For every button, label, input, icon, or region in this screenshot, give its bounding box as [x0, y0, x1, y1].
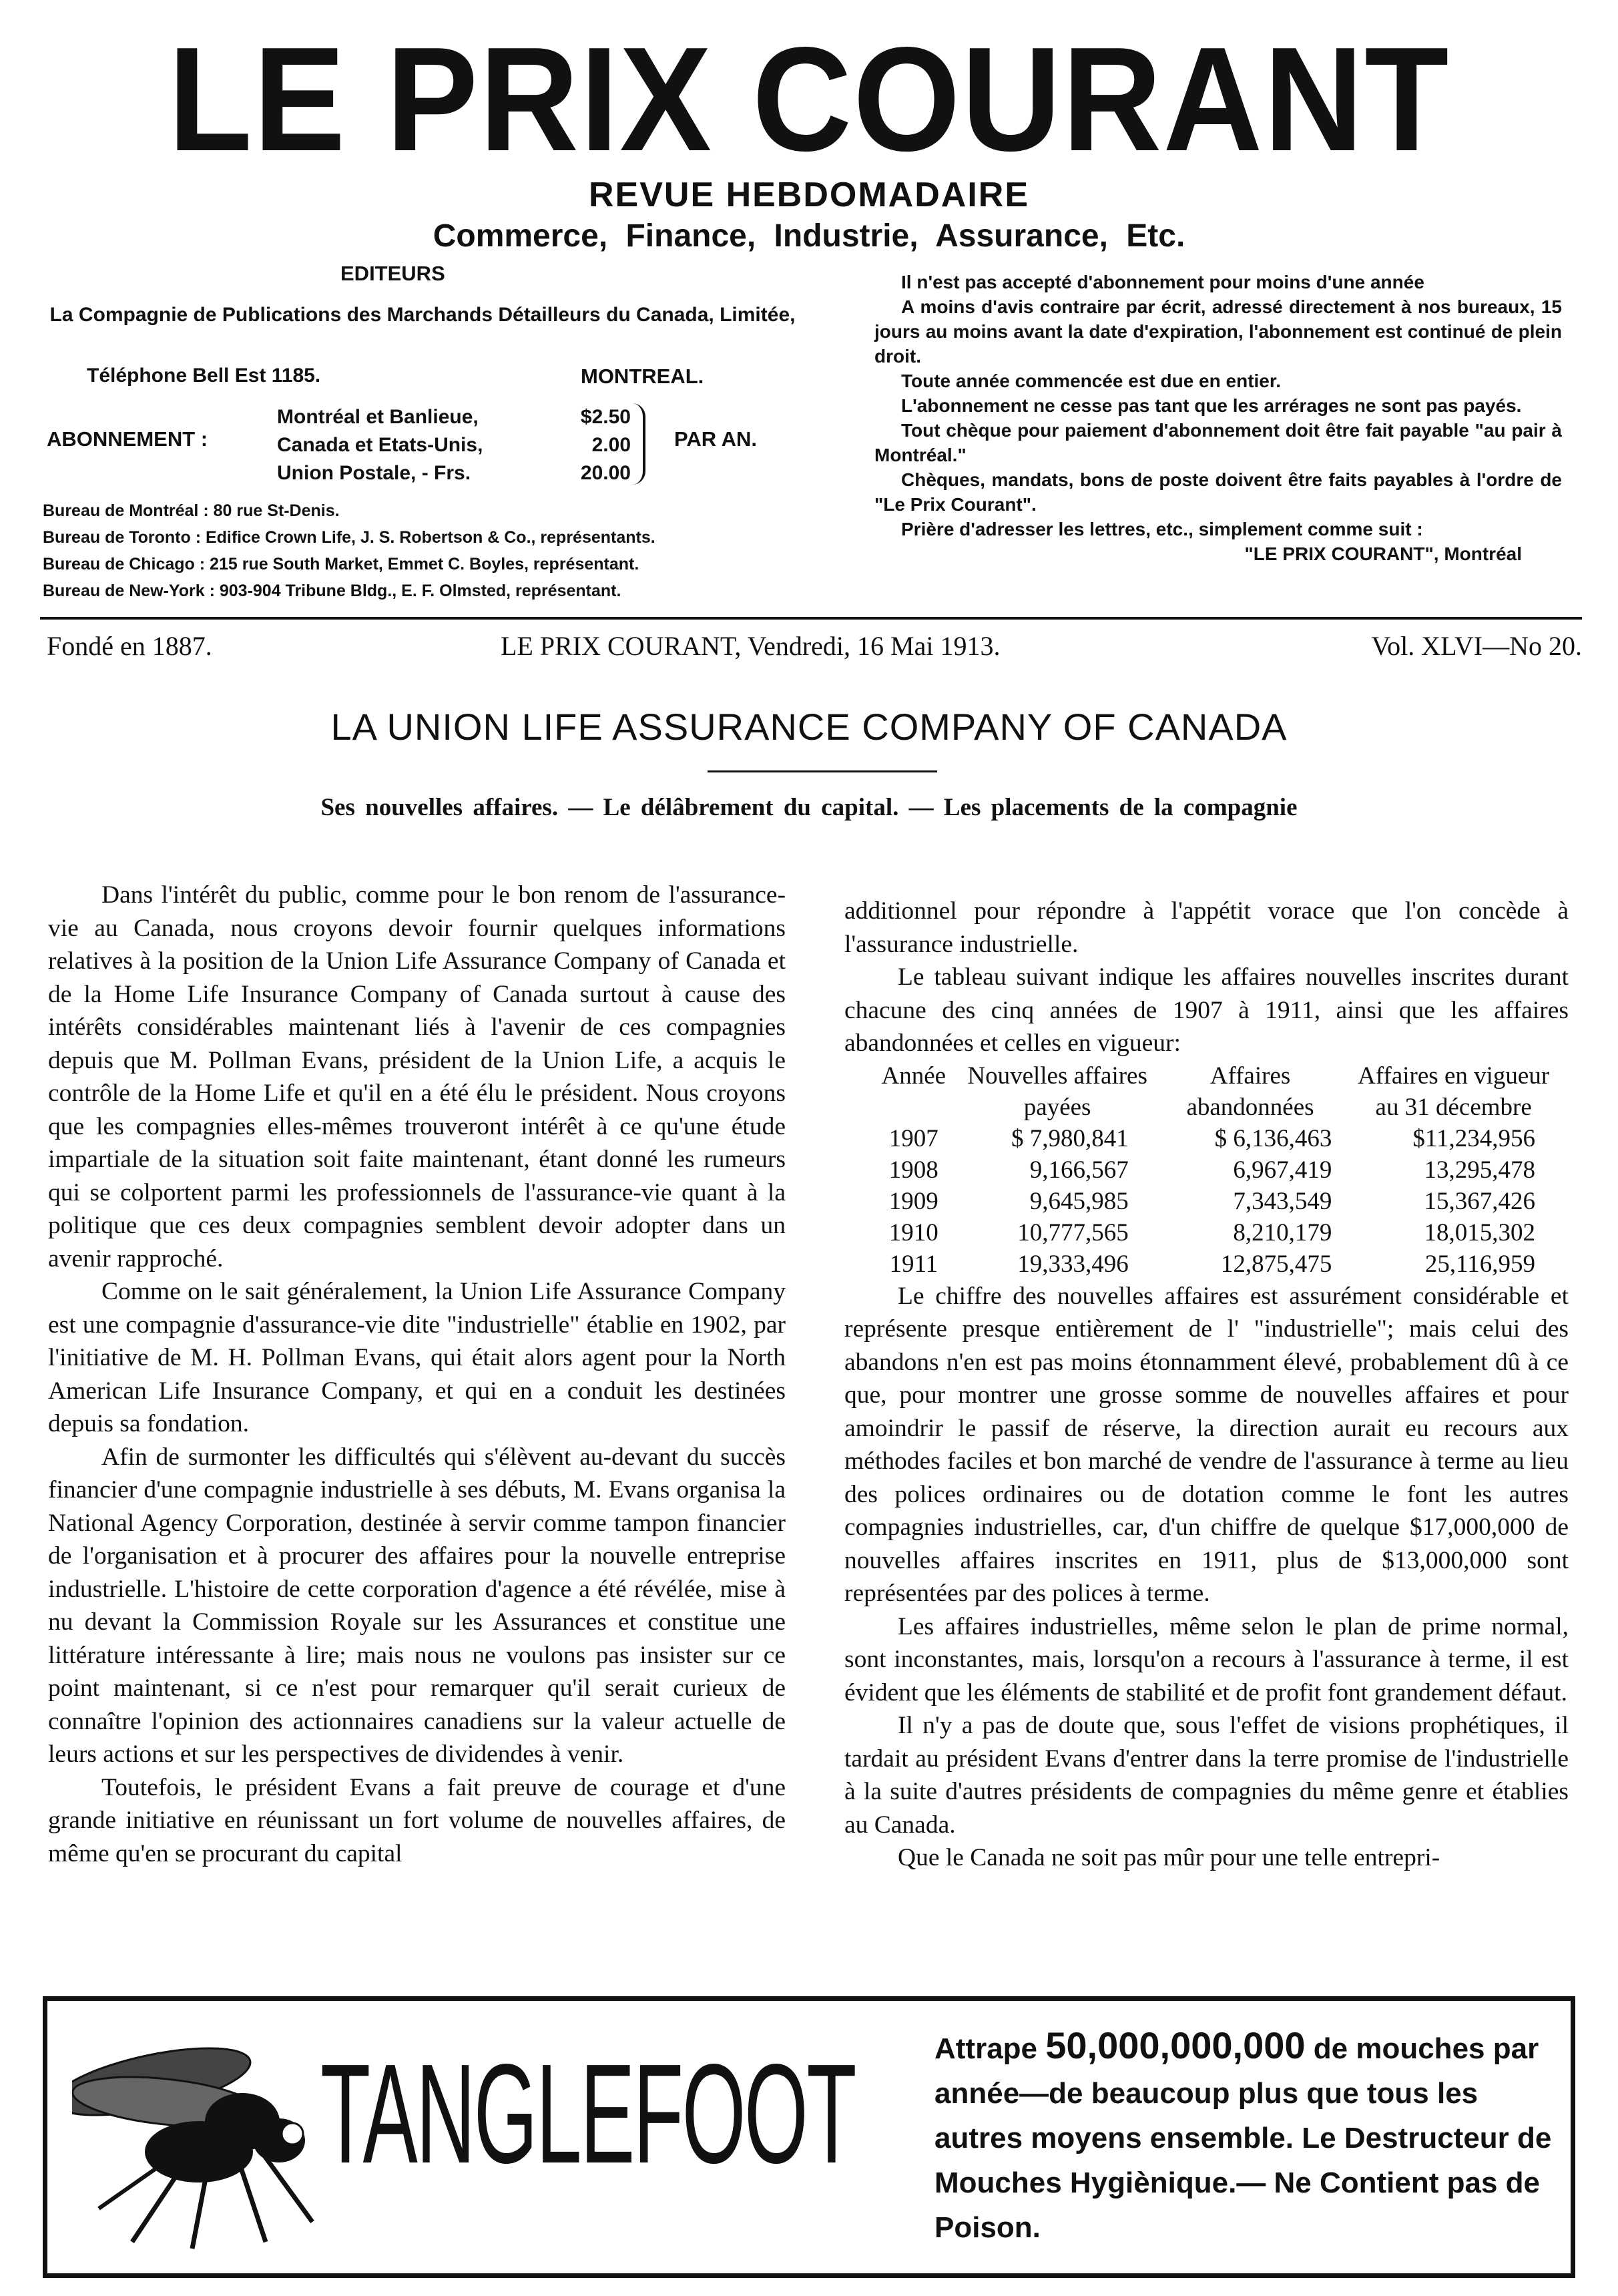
article-column-left	[48, 879, 786, 1870]
article-headline: LA UNION LIFE ASSURANCE COMPANY OF CANADA	[330, 706, 1288, 748]
table-row	[861, 1186, 1555, 1217]
rate-row	[277, 459, 631, 487]
table-header: Affaires abandonnées	[1186, 1062, 1314, 1121]
condition-item: Tout chèque pour paiement d'abonnement doit être fait payable "au pair à Montréal."	[874, 420, 1562, 465]
article-paragraph: Dans l'intérêt du public, comme pour le bon renom de l'assurance-vie au Canada, nous croyons devoir fournir quelques informations relatives à la position de la Union Life Assurance Company of Canada et de la Home Life Insurance Company of Canada surtout à cause des intérêts considérables maintenant liés à l'avenir de ces compagnies depuis que M. Pollman Evans, président de la Union Life, a acquis le contrôle de la Home Life et qu'il en a été élu le président. Nous croyons que les compagnies elles-mêmes trouveront intérêt à ce qu'une étude impartiale de la situation soit faite maintenant, étant donné les rumeurs qui se colportent parmi les professionnels de l'assurance-vie quant à la politique que ces deux compagnies semblent devoir adopter dans un avenir rapproché.	[48, 881, 786, 1273]
subscription-label: ABONNEMENT :	[47, 427, 208, 451]
ad-line2: Le Destructeur de Mouches Hygiènique.—	[934, 2122, 1552, 2199]
table-cell: 18,015,302	[1424, 1218, 1535, 1246]
fly-icon	[72, 2022, 332, 2255]
rate-row	[277, 403, 631, 431]
ad-fly-count: 50,000,000,000	[1045, 2024, 1306, 2066]
office-item: Bureau de Montréal : 80 rue St-Denis.	[43, 501, 340, 520]
address-line: "LE PRIX COURANT", Montréal	[1244, 543, 1522, 564]
rate-place: Union Postale, - Frs.	[277, 462, 471, 484]
table-cell: 6,967,419	[1233, 1156, 1332, 1184]
condition-item: Il n'est pas accepté d'abonnement pour moins d'une année	[901, 272, 1424, 292]
rate-place: Canada et Etats-Unis,	[277, 434, 483, 456]
publisher-company: La Compagnie de Publications des Marchands Détailleurs du Canada, Limitée,	[49, 304, 796, 326]
rate-place: Montréal et Banlieue,	[277, 406, 479, 428]
volume-number: Vol. XLVI—No 20.	[1371, 631, 1582, 661]
article-paragraph: Comme on le sait généralement, la Union Life Assurance Company est une compagnie d'assurance-vie dite "industrielle" établie en 1902, par l'initiative de M. H. Pollman Evans, qui était alors agent pour la North American Life Insurance Company, et qui en a conduit les destinées depuis sa fondation.	[48, 1278, 786, 1437]
table-cell: 25,116,959	[1424, 1250, 1535, 1278]
condition-item: Chèques, mandats, bons de poste doivent être faits payables à l'ordre de "Le Prix Courant".	[874, 469, 1562, 515]
table-cell: 9,645,985	[1029, 1187, 1129, 1215]
table-cell: 1910	[888, 1218, 938, 1246]
table-cell: 1908	[888, 1156, 938, 1184]
article-paragraph: Toutefois, le président Evans a fait preuve de courage et d'une grande initiative en réunissant un fort volume de nouvelles affaires, de même qu'en se procurant du capital	[48, 1773, 786, 1867]
rate-price: 20.00	[580, 462, 631, 484]
subscription-conditions	[874, 270, 1562, 566]
office-item: Bureau de Toronto : Edifice Crown Life, J. S. Robertson & Co., représentants.	[43, 528, 655, 547]
table-header-row	[861, 1060, 1555, 1123]
business-table	[861, 1060, 1555, 1280]
office-item: Bureau de Chicago : 215 rue South Market, Emmet C. Boyles, représentant.	[43, 555, 639, 573]
table-cell: $11,234,956	[1412, 1124, 1535, 1152]
masthead-subtitle: REVUE HEBDOMADAIRE	[588, 176, 1030, 214]
table-row	[861, 1123, 1555, 1154]
tanglefoot-brand: TANGLEFOOT	[320, 2034, 856, 2193]
rate-row	[277, 431, 631, 459]
publisher-heading: EDITEURS	[340, 262, 445, 285]
ad-line1-prefix: Attrape	[934, 2032, 1038, 2065]
founded-year: Fondé en 1887.	[47, 631, 212, 661]
table-cell: 15,367,426	[1424, 1187, 1535, 1215]
ad-line3: Ne Contient pas de Poison.	[934, 2166, 1541, 2244]
table-header: Année	[881, 1062, 947, 1090]
publisher-city: MONTREAL.	[581, 365, 704, 388]
advertisement-copy	[934, 2023, 1555, 2250]
table-intro: Le tableau suivant indique les affaires nouvelles inscrites durant chacune des cinq années de 1907 à 1911, ainsi que les affaires abandonnées et celles en vigueur:	[844, 963, 1569, 1057]
office-item: Bureau de New-York : 903-904 Tribune Bldg., E. F. Olmsted, représentant.	[43, 582, 621, 600]
table-row	[861, 1248, 1555, 1280]
article-paragraph: additionnel pour répondre à l'appétit vorace que l'on concède à l'assurance industrielle.	[844, 897, 1569, 958]
publisher-phone: Téléphone Bell Est 1185.	[87, 365, 321, 387]
table-header: Nouvelles affaires payées	[967, 1062, 1147, 1121]
table-row	[861, 1154, 1555, 1186]
article-paragraph: Le chiffre des nouvelles affaires est assurément considérable et représente presque entièrement de l' "industrielle"; mais celui des abandons n'en est pas moins étonnamment élevé, probablement dû à ce que, pour montrer une grosse somme de nouvelles affaires et pour amoindrir le passif de réserve, la direction aurait eu recours aux méthodes faciles et bon marché de vendre de l'assurance à terme au lieu des polices ordinaires ou de dotation comme le font les autres compagnies industrielles, car, d'un chiffre de quelque $17,000,000 de nouvelles affaires inscrites en 1911, plus de $13,000,000 sont représentées par des polices à terme.	[844, 1282, 1569, 1607]
table-cell: 9,166,567	[1029, 1156, 1129, 1184]
subscription-rates	[277, 403, 631, 487]
table-cell: 12,875,475	[1220, 1250, 1332, 1278]
table-cell: $ 7,980,841	[1011, 1124, 1129, 1152]
article-paragraph: Il n'y a pas de doute que, sous l'effet de visions prophétiques, il tardait au président Evans d'entrer dans la terre promise de l'industrielle à la suite d'autres présidents de compagnies du même genre et établies au Canada.	[844, 1712, 1569, 1839]
rate-price: $2.50	[580, 406, 631, 428]
article-paragraph: Afin de surmonter les difficultés qui s'élèvent au-devant du succès financier d'une compagnie industrielle à ses débuts, M. Evans organisa la National Agency Corporation, destinée à servir comme tampon financier de l'organisation et à procurer des affaires pour la nouvelle entreprise industrielle. L'histoire de cette corporation d'agence a été révélée, mise à nu devant la Commission Royale sur les Assurances et constitue une littérature intéressante à lire; mais nous ne voulons pas insister sur ce point maintenant, si ce n'est pour remarquer qu'il serait curieux de connaître l'opinion des actionnaires canadiens sur la valeur actuelle de leurs actions et sur les perspectives de dividendes à venir.	[48, 1443, 786, 1768]
office-list	[43, 497, 655, 604]
table-cell: 19,333,496	[1017, 1250, 1129, 1278]
masthead-title: LE PRIX COURANT	[168, 17, 1450, 182]
table-cell: 10,777,565	[1017, 1218, 1129, 1246]
subscription-period: PAR AN.	[674, 427, 757, 451]
table-row	[861, 1217, 1555, 1248]
table-cell: 7,343,549	[1233, 1187, 1332, 1215]
condition-item: L'abonnement ne cesse pas tant que les arrérages ne sont pas payés.	[901, 395, 1522, 416]
table-cell: 1909	[888, 1187, 938, 1215]
article-paragraph: Que le Canada ne soit pas mûr pour une telle entrepri-	[898, 1844, 1440, 1871]
header-divider	[40, 617, 1582, 620]
headline-rule	[708, 770, 937, 772]
table-cell: $ 6,136,463	[1214, 1124, 1332, 1152]
table-cell: 8,210,179	[1233, 1218, 1332, 1246]
condition-item: Toute année commencée est due en entier.	[901, 371, 1281, 391]
article-column-right	[844, 895, 1569, 1875]
issue-date: LE PRIX COURANT, Vendredi, 16 Mai 1913.	[501, 631, 1001, 661]
subscription-brace	[631, 403, 645, 485]
condition-item: A moins d'avis contraire par écrit, adressé directement à nos bureaux, 15 jours au moins avant la date d'expiration, l'abonnement est continué de plein droit.	[874, 296, 1562, 367]
table-cell: 13,295,478	[1424, 1156, 1535, 1184]
table-cell: 1911	[889, 1250, 938, 1278]
ad-line1-suffix: de mouches par année—de beaucoup plus que tous les autres moyens ensemble.	[934, 2032, 1539, 2154]
table-cell: 1907	[888, 1124, 938, 1152]
condition-item: Prière d'adresser les lettres, etc., simplement comme suit :	[901, 519, 1423, 539]
article-deck: Ses nouvelles affaires. — Le délâbrement du capital. — Les placements de la compagnie	[320, 794, 1298, 821]
article-paragraph: Les affaires industrielles, même selon le plan de prime normal, sont inconstantes, mais, lorsqu'on a recours à l'assurance à terme, il est évident que les éléments de stabilité et de profit font grandement défaut.	[844, 1612, 1569, 1706]
masthead-tagline: Commerce, Finance, Industrie, Assurance, Etc.	[433, 218, 1185, 254]
table-header: Affaires en vigueur au 31 décembre	[1358, 1062, 1550, 1121]
rate-price: 2.00	[591, 434, 631, 456]
